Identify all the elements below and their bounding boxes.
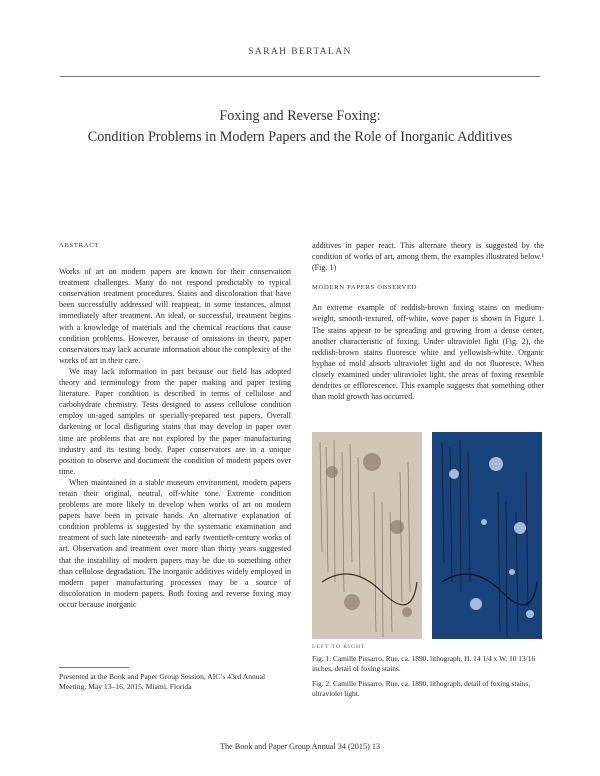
caption-order-label: LEFT TO RIGHT [312, 644, 366, 650]
abstract-heading: ABSTRACT [59, 242, 100, 249]
figure-1-caption: Fig. 1. Camille Pissarro, Rue, ca. 1890, lithograph, H. 14 1/4 x W. 10 13/16 inches, detail of foxing stains. [312, 654, 536, 674]
figure-1-image [312, 432, 422, 639]
continuation-paragraph: additives in paper react. This alternate theory is suggested by the condition of works of art, among them, the examples illustrated below.¹ (Fig. 1) [312, 241, 544, 273]
section-heading: MODERN PAPERS OBSERVED [312, 284, 418, 292]
footnote-rule [59, 667, 129, 668]
title-line-2: Condition Problems in Modern Papers and the Role of Inorganic Additives [87, 129, 513, 145]
footnote [59, 672, 291, 693]
author-name: SARAH BERTALAN [248, 47, 352, 57]
figure-2-uv-photo [432, 432, 542, 639]
page-footer: The Book and Paper Group Annual 34 (2015) 13 [219, 742, 381, 751]
figure-captions [312, 642, 542, 703]
left-column [59, 240, 291, 610]
abstract-paragraph-1: Works of art on modern papers are known for their conservation treatment challenges. Many do not respond predictably to typical conservation treatment procedures. Stains and discoloration that have been successfully addressed will reappear, in some instances, almost immediately after treatment. An ideal, or successful, treatment begins with a knowledge of materials and the chemical reactions that cause condition problems. However, because of omissions in theory, paper conservators may lack accurate information about the complexity of the works of art in their care. [59, 267, 291, 365]
section-paragraph: An extreme example of reddish-brown foxing stains on medium-weight, smooth-textured, off-white, wove paper is shown in Figure 1. The stains appear to be spreading and growing from a dense center, another characteristic of foxing. Under ultraviolet light (Fig. 2), the reddish-brown stains fluoresce white and yellowish-white. Organic hyphae of mold absorb ultraviolet light and do not fluoresce. When closely examined under ultraviolet light, the areas of foxing resemble dendrites or efflorescence. This example suggests that something other than mold growth has occurred. [312, 303, 544, 402]
article-title [40, 106, 560, 148]
header-rule [60, 76, 540, 77]
figure-1-foxing-photo [312, 432, 422, 639]
title-line-1: Foxing and Reverse Foxing: [219, 108, 381, 124]
figure-2-caption: Fig. 2. Camille Pissarro, Rue, ca. 1890, lithograph, detail of foxing stains, ultraviolet light. [312, 678, 531, 698]
abstract-paragraph-3: When maintained in a stable museum environment, modern papers retain their original, neutral, off-white tone. Extreme condition problems are more likely to develop when works of art on modern papers have been in private hands. An alternative explanation of condition problems is suggested by the systematic examination and treatment of such late nineteenth- and early twentieth-century works of art. Observation and treatment over more than thirty years suggested that the instability of modern papers may be due to something other than cellulose degradation. The inorganic additives widely employed in modern paper manufacturing processes may be a source of discoloration in modern papers. Both foxing and reverse foxing may occur because inorganic [59, 477, 291, 609]
right-column [312, 240, 544, 402]
abstract-paragraph-2: We may lack information in part because our field has adopted theory and terminology from the paper making and paper testing literature. Paper condition is described in terms of cellulose and carbohydrate chemistry. Tests designed to assess cellulose condition employ un-aged samples or specially-prepared test papers. Overall darkening or local disfiguring stains that may develop in paper over time are problems that are not explored by the paper manufacturing industry and its testing body. Paper conservators are in a unique position to observe and document the condition of modern papers over time. [59, 366, 291, 476]
footnote-text: Presented at the Book and Paper Group Session, AIC’s 43rd Annual Meeting, May 13–16, 2015, Miami, Florida [59, 672, 266, 692]
figure-2-image [432, 432, 542, 639]
